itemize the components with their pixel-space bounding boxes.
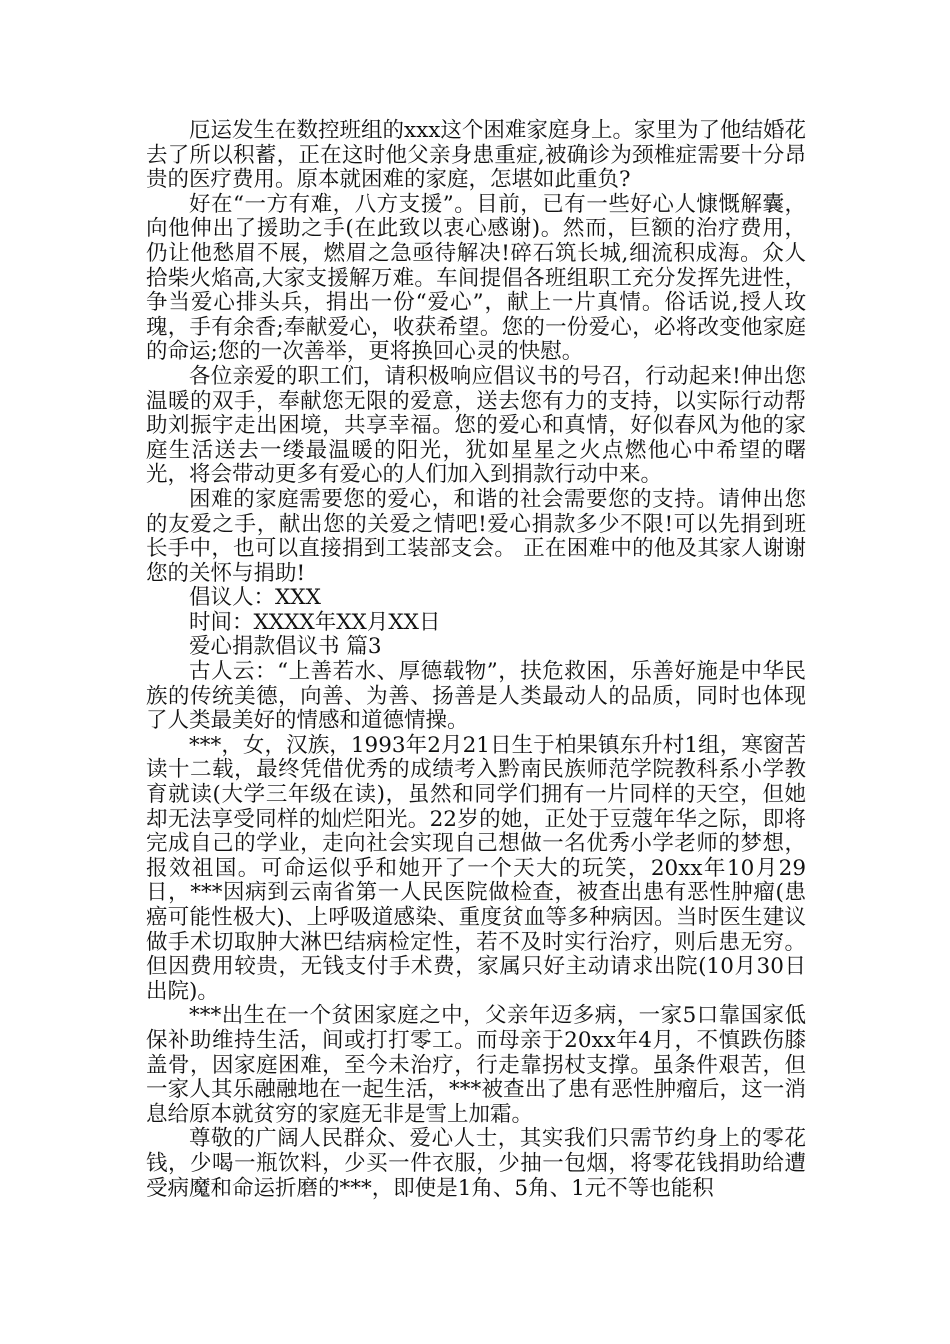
paragraph-student-story: ***，女，汉族，1993年2月21日生于柏果镇东升村1组，寒窗苦读十二载，最终凭借优秀的成绩考入黔南民族师范学院教科系小学教育就读(大学三年级在读)，虽然和同学们拥有一片同样的天空，但她却无法享受同样的灿烂阳光。22岁的她，正处于豆蔻年华之际，即将完成自己的学业，走向社会实现自己想做一名优秀小学老师的梦想，报效祖国。可命运似乎和她开了一个天大的玩笑，20xx年10月29日，***因病到云南省第一人民医院做检查，被查出患有恶性肿瘤(患癌可能性极大)、上呼吸道感染、重度贫血等多种病因。当时医生建议做手术切取肿大淋巴结病检定性，若不及时实行治疗，则后患无穷。但因费用较贵，无钱支付手术费，家属只好主动请求出院(10月30日出院)。 [146, 732, 806, 1004]
paragraph-call-to-action: 尊敬的广阔人民群众、爱心人士，其实我们只需节约身上的零花钱，少喝一瓶饮料，少买一件衣服，少抽一包烟，将零花钱捐助给遭受病魔和命运折磨的***，即使是1角、5角、1元不等也能积 [146, 1126, 806, 1201]
paragraph-support: 好在“一方有难，八方支援”。目前，已有一些好心人慷慨解囊，向他伸出了援助之手(在此致以衷心感谢)。然而，巨额的治疗费用，仍让他愁眉不展，燃眉之急亟待解决!碎石筑长城,细流积成海。众人拾柴火焰高,大家支援解万难。车间提倡各班组职工充分发挥先进性，争当爱心排头兵，捐出一份“爱心”，献上一片真情。俗话说,授人玫瑰，手有余香;奉献爱心，收获希望。您的一份爱心，必将改变他家庭的命运;您的一次善举，更将换回心灵的快慰。 [146, 191, 806, 365]
initiator-line: 倡议人：XXX [189, 585, 321, 611]
paragraph-disaster: 厄运发生在数控班组的xxx这个困难家庭身上。家里为了他结婚花去了所以积蓄，正在这时他父亲身患重症,被确诊为颈椎症需要十分昂贵的医疗费用。原本就困难的家庭，怎堪如此重负? [146, 118, 806, 193]
paragraph-donate: 困难的家庭需要您的爱心，和谐的社会需要您的支持。请伸出您的友爱之手，献出您的关爱之情吧!爱心捐款多少不限!可以先捐到班长手中，也可以直接捐到工装部支会。 正在困难中的他及其家人谢谢您的关怀与捐助! [146, 486, 806, 586]
paragraph-family: ***出生在一个贫困家庭之中，父亲年迈多病，一家5口靠国家低保补助维持生活，间或打打零工。而母亲于20xx年4月，不慎跌伤膝盖骨，因家庭困难，至今未治疗，行走靠拐杖支撑。虽条件艰苦，但一家人其乐融融地在一起生活，***被查出了患有恶性肿瘤后，这一消息给原本就贫穷的家庭无非是雪上加霜。 [146, 1003, 806, 1127]
paragraph-appeal: 各位亲爱的职工们，请积极响应倡议书的号召，行动起来!伸出您温暖的双手，奉献您无限的爱意，送去您有力的支持，以实际行动帮助刘振宇走出困境，共享幸福。您的爱心和真情，好似春风为他的家庭生活送去一缕最温暖的阳光，犹如星星之火点燃他心中希望的曙光，将会带动更多有爱心的人们加入到捐款行动中来。 [146, 363, 806, 488]
paragraph-ancient-saying: 古人云：“上善若水、厚德载物”，扶危救困，乐善好施是中华民族的传统美德，向善、为善、扬善是人类最动人的品质，同时也体现了人类最美好的情感和道德情操。 [146, 659, 806, 734]
document-body [146, 119, 806, 1201]
section-title: 爱心捐款倡议书 篇3 [189, 634, 382, 660]
date-line: 时间：XXXX年XX月XX日 [189, 609, 441, 635]
